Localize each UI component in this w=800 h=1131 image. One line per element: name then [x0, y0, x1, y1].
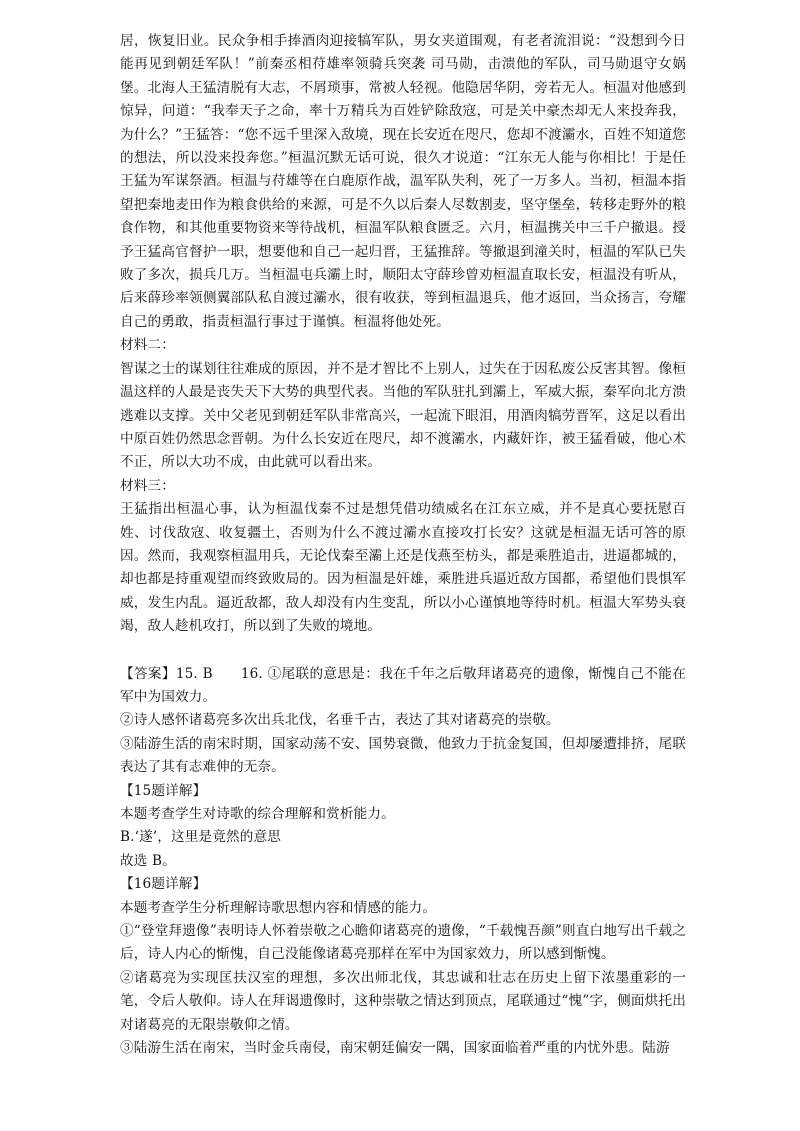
answer-point-2: ②诗人感怀诸葛亮多次出兵北伐，名垂千古，表达了其对诸葛亮的崇敬。 — [120, 712, 560, 729]
section-gap — [120, 639, 686, 663]
q16-heading: 【16题详解】 — [120, 876, 207, 893]
q15-option-b: B.‘遂’，这里是竟然的意思 — [120, 829, 281, 846]
material3-heading: 材料三： — [120, 477, 175, 494]
answer-point-3: ③陆游生活的南宋时期，国家动荡不安、国势衰微，他致力于抗金复国，但却屡遭排挤，尾联表达了其有志难伸的无奈。 — [120, 735, 686, 776]
q15-intro: 本题考查学生对诗歌的综合理解和赏析能力。 — [120, 806, 395, 822]
q16-point-2: ②诸葛亮为实现匡扶汉室的理想，多次出师北伐，其忠诚和壮志在历史上留下浓墨重彩的一笔，令后人敬仰。诗人在拜谒遗像时，这种崇敬之情达到顶点，尾联通过“愧”字，侧面烘托出对诸葛亮的无限崇敬仰之情。 — [120, 969, 686, 1033]
q15-heading: 【15题详解】 — [120, 782, 207, 799]
material1-tail-paragraph: 居，恢复旧业。民众争相手捧酒肉迎接犒军队，男女夹道围观，有老者流泪说：“没想到今日能再见到朝廷军队！”前秦丞相苻雄率领骑兵突袭 司马勋，击溃他的军队，司马勋退守女娲堡。北海人王猛清脱有大志，不屑琐事，常被人轻视。他隐居华阴，旁若无人。桓温对他感到惊异，问道：“我奉天子之命，率十万精兵为百姓铲除敌寇，可是关中豪杰却无人来投奔我，为什么？”王猛答：“您不远千里深入敌境，现在长安近在咫尺，您却不渡灞水，百姓不知道您的想法，所以没来投奔您。”桓温沉默无话可说，很久才说道：“江东无人能与你相比！于是任王猛为军谋祭酒。桓温与苻雄等在白鹿原作战，温军队失利，死了一万多人。当初，桓温本指望把秦地麦田作为粮食供给的来源，可是不久以后秦人尽数割麦，坚守堡垒，转移走野外的粮食作物，和其他重要物资来等待战机，桓温军队粮食匮乏。六月，桓温携关中三千户撤退。授予王猛高官督护一职，想要他和自己一起归晋，王猛推辞。等撤退到潼关时，桓温的军队已失败了多次，损兵几万。当桓温屯兵灞上时，顺阳太守薛珍曾劝桓温直取长安，桓温没有听从，后来薛珍率领侧翼部队私自渡过灞水，很有收获，等到桓温退兵，他才返回，当众扬言，夸耀自己的勇敢，指责桓温行事过于谨慎。桓温将他处死。 — [120, 33, 686, 330]
answer-line: 【答案】15. B 16. ①尾联的意思是：我在千年之后敬拜诸葛亮的遗像，惭愧自己不能在军中为国效力。 — [120, 665, 686, 705]
material2-paragraph: 智谋之士的谋划往往难成的原因，并不是才智比不上别人，过失在于因私废公反害其智。像桓温这样的人最是丧失天下大势的典型代表。当他的军队驻扎到灞上，军威大振，秦军向北方溃逃难以支撑。关中父老见到朝廷军队非常高兴，一起流下眼泪，用酒肉犒劳晋军，这足以看出中原百姓仍然思念晋朝。为什么长安近在咫尺，却不渡灞水，内藏奸诈，被王猛看破，他心术不正，所以大功不成，由此就可以看出来。 — [120, 360, 686, 471]
material3-paragraph: 王猛指出桓温心事，认为桓温伐秦不过是想凭借功绩威名在江东立威，并不是真心要抚慰百姓、讨伐敌寇、收复疆土，否则为什么不渡过灞水直接攻打长安？这就是桓温无话可答的原因。然而，我观察桓温用兵，无论伐秦至灞上还是伐燕至枋头，都是乘胜追击，进逼都城的，却也都是持重观望而终致败局的。因为桓温是奸雄，乘胜进兵逼近敌方国都，希望他们畏惧军威，发生内乱。逼近敌都，敌人却没有内生变乱，所以小心谨慎地等待时机。桓温大军势头衰竭，敌人趁机攻打，所以到了失败的境地。 — [120, 501, 686, 635]
q16-point-3: ③陆游生活在南宋，当时金兵南侵，南宋朝廷偏安一隅，国家面临着严重的内忧外患。陆游 — [120, 1040, 670, 1057]
material2-heading: 材料二： — [120, 337, 175, 354]
q16-intro: 本题考查学生分析理解诗歌思想内容和情感的能力。 — [120, 899, 437, 916]
q16-point-1: ①“登堂拜遗像”表明诗人怀着崇敬之心瞻仰诸葛亮的遗像，“千载愧吾颜”则直白地写出千载之后，诗人内心的惭愧，自己没能像诸葛亮那样在军中为国家效力，所以感到惭愧。 — [120, 923, 686, 963]
q15-choice: 故选 B。 — [120, 852, 176, 869]
document-page — [120, 30, 686, 1060]
